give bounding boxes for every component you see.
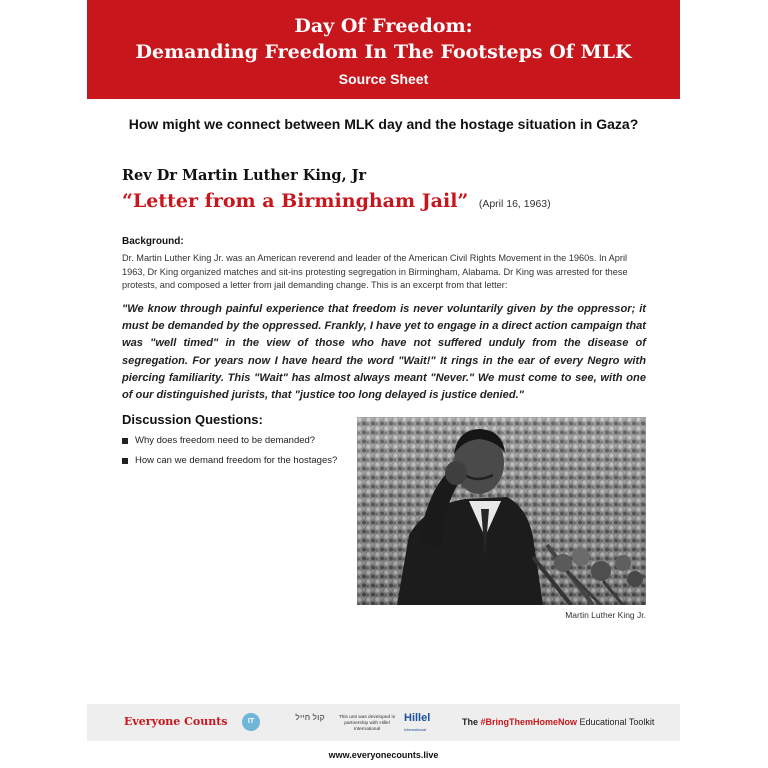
background-text: Dr. Martin Luther King Jr. was an American reverend and leader of the American Civil Rights Movement in the 1960s. In April 1963, Dr King organized matches and sit-ins protesting segregation in Birmingham, Alabama. Dr King was arrested for these protests, and composed a letter from jail demanding change. This is an excerpt from that letter:	[122, 253, 628, 290]
photo-caption: Martin Luther King Jr.	[565, 610, 646, 620]
source-author: Rev Dr Martin Luther King, Jr	[122, 167, 367, 184]
toolkit-label	[462, 717, 654, 727]
source-date: (April 16, 1963)	[478, 198, 551, 210]
toolkit-pre: The	[462, 717, 481, 727]
source-title: “Letter from a Birmingham Jail”	[122, 190, 469, 212]
page-subtitle: Source Sheet	[338, 71, 429, 87]
header-banner	[87, 0, 680, 99]
discussion-item	[122, 434, 342, 454]
toolkit-post: Educational Toolkit	[577, 717, 655, 727]
toolkit-hashtag: #BringThemHomeNow	[480, 717, 578, 727]
page-title-line1: Day Of Freedom:	[294, 15, 473, 37]
square-bullet-icon	[122, 458, 128, 464]
square-bullet-icon	[122, 438, 128, 444]
footer-bar	[87, 704, 680, 741]
background-label: Background:	[122, 236, 184, 247]
hillel-logo-text: Hillel	[404, 712, 431, 724]
kol-hayil-logo: קול חייל	[295, 713, 325, 722]
partnership-note: This unit was developed in partnership with Hillel International	[338, 715, 396, 732]
website-url: www.everyonecounts.live	[328, 750, 439, 760]
discussion-item-text: Why does freedom need to be demanded?	[135, 435, 316, 446]
letter-quote: "We know through painful experience that freedom is never voluntarily given by the oppressor; it must be demanded by the oppressed. Frankly, I have yet to engage in a direct action campaign that was "well timed" in the view of those who have not suffered unduly from the disease of segregation. For years now I have heard the word "Wait!" It rings in the ear of every Negro with piercing familiarity. This "Wait" has almost always meant "Never." We must come to see, with one of our distinguished jurists, that "justice too long delayed is justice denied."	[122, 303, 646, 402]
discussion-list	[122, 434, 342, 474]
discussion-item-text: How can we demand freedom for the hostages?	[135, 455, 338, 466]
mlk-photo	[357, 417, 646, 605]
hillel-logo	[404, 713, 430, 735]
page-title-line2: Demanding Freedom In The Footsteps Of MLK	[135, 41, 632, 63]
hillel-logo-sub: International	[404, 727, 427, 732]
discussion-title: Discussion Questions:	[122, 412, 263, 427]
source-title-row	[122, 190, 551, 212]
mlk-photo-illustration	[357, 417, 646, 605]
brand-name: Everyone Counts	[124, 715, 228, 728]
discussion-item	[122, 454, 342, 474]
guiding-question: How might we connect between MLK day and the hostage situation in Gaza?	[128, 116, 639, 132]
partner-logo-icon: IT	[242, 713, 260, 731]
